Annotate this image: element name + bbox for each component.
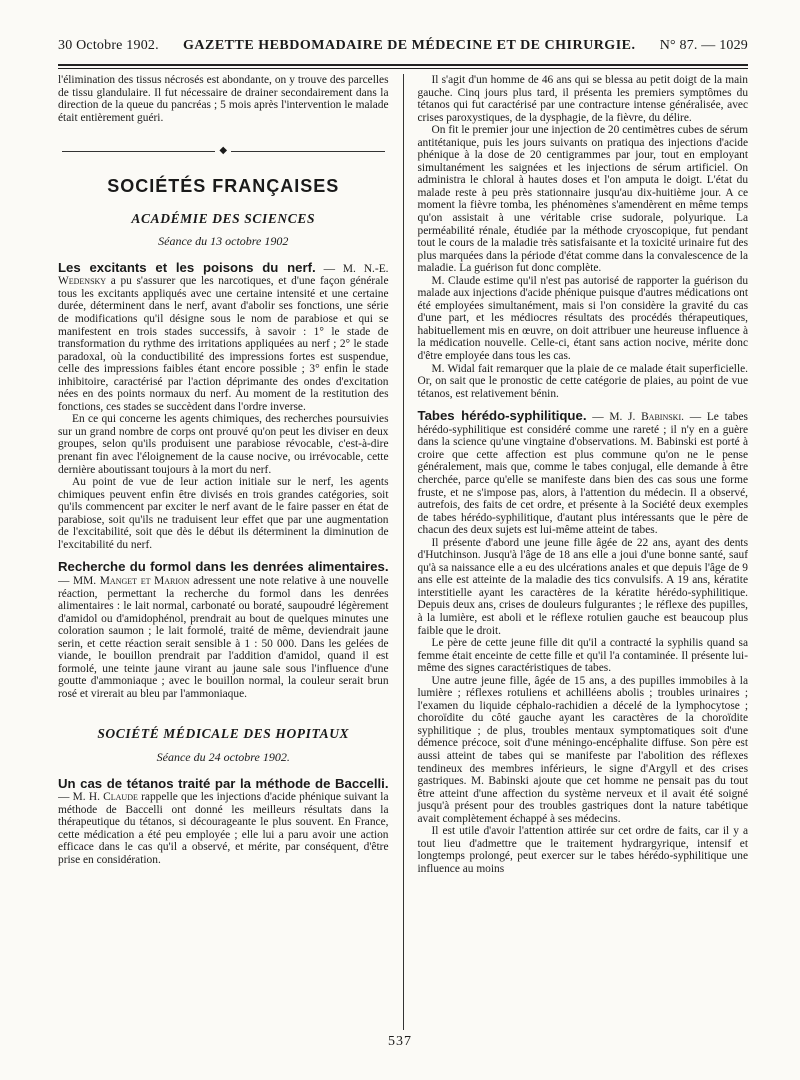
diamond-ornament-icon: ◆ — [219, 145, 228, 157]
session-date: Séance du 24 octobre 1902. — [156, 749, 290, 764]
society-heading: ACADÉMIE DES SCIENCES — [131, 210, 316, 226]
article-paragraph: Tabes hérédo-syphilitique. — M. J. Babinski. — Le tabes hérédo-syphilitique est considéré comme une rareté ; il n'y en a guère dans la science qu'une vingtaine d'observations. M. Babinski est porté à croire que cette affection est plus commune qu'on ne le pense généralement, mais que, comme le tabes conjugal, elle demande à être cherchée, parce qu'elle se manifeste dans bien des cas sous une forme fruste, et ne s'impose pas, alors, à l'attention du médecin. Il a observé, autrefois, des faits de cet ordre, et présente à la Société deux exemples de tabes hérédo-syphilitique, d'autant plus intéressants que le père de chacun des deux sujets est lui-même atteint de tabes. — [417, 408, 749, 537]
article-paragraph: On fit le premier jour une injection de 20 centimètres cubes de sérum antitétanique, puis les jours suivants on pratiqua des injections d'acide phénique à la dose de 20 centigrammes par jour, tout en employant simultanément les saignées et les injections de sérum artificiel. On administra le chloral à hautes doses et l'on amputa le doigt. L'état du malade reste à peu près stationnaire jusqu'au dix-huitième jour. A ce moment la fièvre tomba, les phénomènes s'amendèrent en même temps qu'on assistait à une véritable crise sudorale, polyurique. La perméabilité rénale, étudiée par la méthode cryoscopique, fut pendant tout le cours de la maladie très satisfaisante et la toxicité urinaire fut des plus marquées dans la période d'état comme dans la convalescence de la maladie. La guérison fut donc complète. — [417, 124, 749, 275]
right-column — [404, 74, 749, 1030]
article-paragraph: M. Claude estime qu'il n'est pas autorisé de rapporter la guérison du malade aux injections d'acide phénique puisque d'autres médications ont été employées simultanément, mais si l'on considère la gravité du cas d'une part, et les médiocres résultats des procédés thérapeutiques, habituellement mis en œuvre, on doit attribuer une heureuse influence à la médication nouvelle. Celle-ci, étant sans action nocive, mérite donc d'être employée dans tous les cas. — [417, 274, 749, 363]
article-title: Les excitants et les poisons du nerf. — [58, 259, 316, 275]
running-header — [58, 38, 748, 58]
article-title: Recherche du formol dans les denrées alimentaires. — [58, 559, 389, 575]
carryover-paragraph: l'élimination des tissus nécrosés est abondante, on y trouve des parcelles de tissu glandulaire. Il fut nécessaire de drainer secondairement dans la direction de la queue du pancréas ; 5 mois après l'intervention le malade était entièrement guéri. — [58, 74, 389, 124]
header-journal-title: GAZETTE HEBDOMADAIRE DE MÉDECINE ET DE CHIRURGIE. — [183, 38, 636, 53]
header-issue: N° 87. — 1029 — [659, 38, 748, 53]
article-paragraph: En ce qui concerne les agents chimiques, des recherches poursuivies sur un grand nombre de corps ont prouvé qu'on peut les diviser en deux groupes, selon qu'ils produisent une parabiose révocable, c'est-à-dire prenant fin avec l'éloignement de la cause nocive, ou irrévocable, cette dernière aboutissant toujours à la mort du nerf. — [58, 413, 389, 476]
article-author: — M. J. Babinski. — [592, 411, 684, 424]
two-column-body — [58, 74, 748, 1030]
article-paragraph: M. Widal fait remarquer que la plaie de ce malade était superficielle. Or, on sait que le pronostic de cette catégorie de plaies, au point de vue tétanos, est relativement bénin. — [417, 362, 749, 400]
article-paragraph: Au point de vue de leur action initiale sur le nerf, les agents chimiques peuvent enfin être divisés en trois grandes catégories, soit qu'ils commencent par exciter le nerf avant de le faire passer en état de parabiose, soit qu'ils ne traduisent leur effet que par une augmentation de l'excitabilité, soit que dès le début ils déterminent la diminution de l'excitabilité du nerf. — [58, 476, 389, 551]
section-separator — [58, 146, 389, 156]
article-author: — MM. Manget et Marion — [58, 574, 190, 587]
header-rule-thin — [58, 68, 748, 69]
page-number: 537 — [388, 1034, 412, 1049]
header-rule — [58, 64, 748, 66]
article-paragraph: Il s'agit d'un homme de 46 ans qui se blessa au petit doigt de la main gauche. Cinq jours plus tard, il présenta les premiers symptômes du tétanos qui fut caractérisé par une contracture intense généralisée, avec crises paroxystiques, de la dysphagie, de la fièvre, du délire. — [417, 74, 749, 124]
header-date: 30 Octobre 1902. — [58, 38, 159, 53]
left-column — [58, 74, 403, 1030]
article-paragraph: Un cas de tétanos traité par la méthode de Baccelli. — M. H. Claude rappelle que les injections d'acide phénique suivant la méthode de Baccelli ont donné les meilleurs résultats dans la thérapeutique du tétanos, si décourageante le plus souvent. En France, cette médication a été peu employée ; elle lui a paru avoir une action efficace dans le cas qu'il a observé, et mérite, par conséquent, d'être prise en considération. — [58, 775, 389, 866]
article-paragraph: Une autre jeune fille, âgée de 15 ans, a des pupilles immobiles à la lumière ; réflexes rotuliens et achilléens abolis ; troubles urinaires ; l'examen du liquide céphalo-rachidien a décelé de la lymphocytose ; choroïdite du côté gauche ayant les caractères de la choroïdite syphilitique ; de plus, troubles mentaux symptomatiques soit d'une démence précoce, soit d'une méningo-encéphalite diffuse. Son père est aussi atteint de tabes qui se manifeste par l'abolition des réflexes tendineux des membres inférieurs, le signe d'Argyll et des crises gastriques. M. Babinski ajoute que cet homme ne pensait pas du tout être atteint d'une affection du système nerveux et il avait été soigné jusqu'à présent pour des troubles gastriques dont la nature tabétique avait complètement échappé à ses médecins. — [417, 674, 749, 825]
article-paragraph: Recherche du formol dans les denrées alimentaires. — MM. Manget et Marion adressent une note relative à une nouvelle réaction, permettant la recherche du formol dans les denrées alimentaires : le lait normal, carbonaté ou boraté, saupoudré légèrement d'amidol ou d'amidophénol, prendrait au bout de quelques minutes une coloration saumon ; le lait formolé, traité de même, deviendrait jaune serin, et cette réaction serait sensible à 1 : 50 000. Dans les gelées de viande, le bouillon prendrait par l'addition d'amidol, quand il est formolé, une teinte jaune virant au jaune sale sous l'influence d'une goutte d'ammoniaque ; avec le bouillon normal, la couleur serait brun rosé et virerait au bleu par l'ammoniaque. — [58, 559, 389, 700]
article-author: — M. N.-E. Wedensky — [58, 262, 389, 288]
session-date: Séance du 13 octobre 1902 — [158, 234, 289, 249]
article-author: — M. H. Claude — [58, 791, 138, 804]
article-title: Tabes hérédo-syphilitique. — [417, 408, 587, 424]
article-paragraph: Il est utile d'avoir l'attention attirée sur cet ordre de faits, car il y a tout lieu d'admettre que le traitement hydrargyrique, intensif et longtemps prolongé, peut exercer sur le tabes hérédo-syphilitique une influence au moins — [417, 825, 749, 875]
article-paragraph: Les excitants et les poisons du nerf. — M. N.-E. Wedensky a pu s'assurer que les narcotiques, et d'une façon générale tous les excitants appliqués avec une certaine intensité et une certaine durée, déterminent dans le nerf, avant d'abolir ses fonctions, une série de modifications qu'il désigne sous le nom de parabiose et qui se manifestent en trois stades successifs, à savoir : 1° le stade de transformation du rythme des irritations appliquées au nerf ; 2° le stade paradoxal, où la conductibilité des impressions fortes est suspendue, celle des impressions faibles étant encore possible ; 3° enfin le stade inhibitoire, caractérisé par l'action déprimante des ondes d'excitation nées en des points normaux du nerf. Au moment de la restitution des fonctions, ces stades se succèdent dans l'ordre inverse. — [58, 259, 389, 413]
society-heading: SOCIÉTÉ MÉDICALE DES HOPITAUX — [97, 726, 350, 742]
article-paragraph: Il présente d'abord une jeune fille âgée de 22 ans, ayant des dents d'Hutchinson. Jusqu'à l'âge de 18 ans elle a joui d'une bonne santé, sauf qu'à sa naissance elle a eu des ulcérations anales et que depuis l'âge de 9 ans elle est atteinte de la maladie des tics convulsifs. A 19 ans, kératite interstitielle ayant les caractères de la kératite hérédo-syphilitique. Depuis deux ans, crises de douleurs fulgurantes ; le réflexe des pupilles, à la lumière, est aboli et le réflexe rotulien gauche est beaucoup plus faible que le droit. — [417, 536, 749, 637]
article-title: Un cas de tétanos traité par la méthode de Baccelli. — [58, 775, 389, 791]
section-title: SOCIÉTÉS FRANÇAISES — [107, 176, 340, 197]
article-paragraph: Le père de cette jeune fille dit qu'il a contracté la syphilis quand sa femme était enceinte de cette fille et qu'il l'a contaminée. Il présente lui-même des signes caractéristiques de tabes. — [417, 637, 749, 675]
